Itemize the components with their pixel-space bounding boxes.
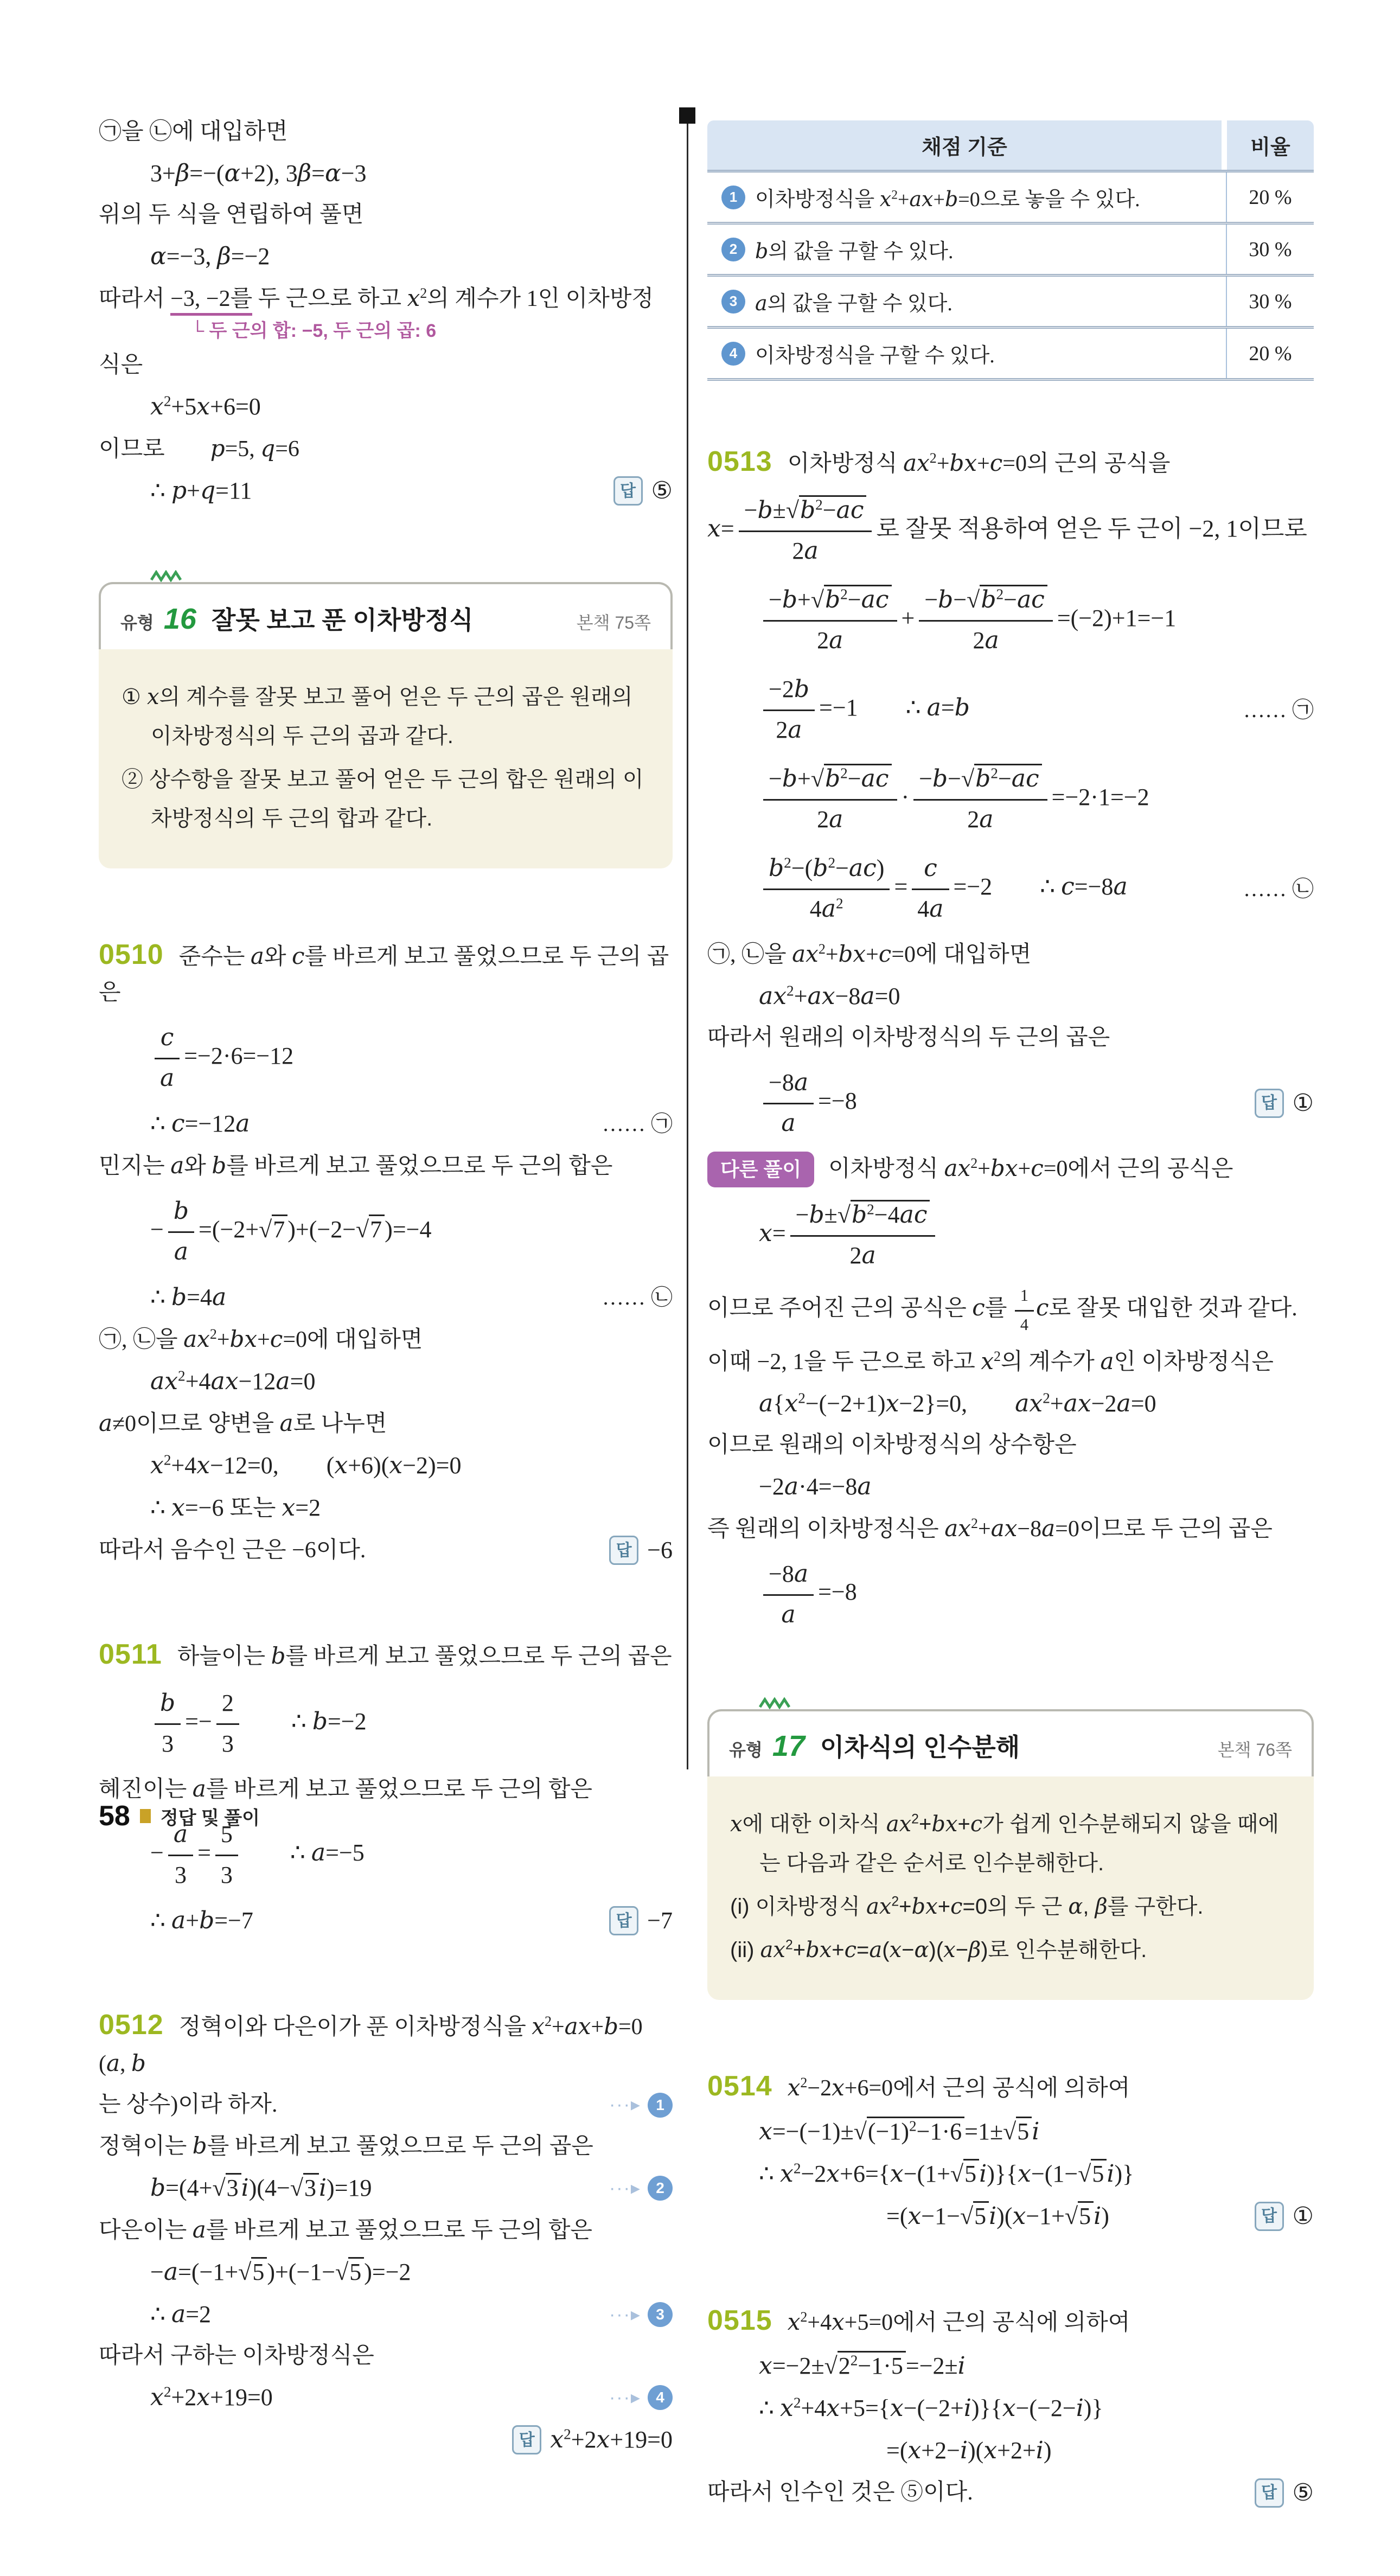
line-text: 정혁이는 b를 바르게 보고 풀었으므로 두 근의 곱은 [99,2132,593,2159]
line-text: ∴ b=4a [150,1283,227,1312]
line-content [150,1903,593,1939]
line-content [886,2433,1314,2469]
answer-badge: 답 [1255,1089,1284,1118]
line-content [707,1511,1314,1546]
line-content [99,198,673,232]
text-line [99,2213,673,2248]
line-text: $\frac{b^2-(b^2-ac)}{4a^2}$ = $\frac{c}{4a}$ =−2 ∴ c=−8a [759,873,1128,900]
math-line [707,489,1314,572]
line-content [759,668,1227,751]
line-content [759,979,1314,1014]
criteria-text: a의 값을 구할 수 있다. [755,291,952,315]
table-row [707,277,1314,329]
type-box-title: 잘못 보고 푼 이차방정식 [211,606,474,635]
math-line [99,1364,673,1399]
line-content [707,1344,1314,1379]
math-line [707,758,1314,841]
type-box-item: ① x의 계수를 잘못 보고 풀어 얻은 두 근의 곱은 원래의 이차방정식의 두 근의 곱과 같다. [122,685,633,749]
text-line [99,348,673,382]
line-text: ∴ c=−12a [150,1110,250,1138]
line-text: 따라서 −3, −2를 두 근으로 하고 $x^2$의 계수가 1인 이차방정 [99,286,654,311]
criteria-text: b의 값을 구할 수 있다. [755,239,954,263]
ratio-cell: 30 % [1226,225,1314,274]
line-content [759,847,1227,930]
line-content [707,1021,1314,1055]
step-marker [609,2175,673,2202]
math-line [707,1553,1314,1636]
line-text: 하늘이는 b를 바르게 보고 풀었으므로 두 근의 곱은 [177,1642,672,1670]
column-divider [687,123,688,1769]
solution-block [99,934,673,1568]
text-line [99,2339,673,2373]
line-text: 이므로 원래의 이차방정식의 상수항은 [707,1432,1077,1458]
type-box-title: 이차식의 인수분해 [820,1733,1020,1761]
line-text: 혜진이는 a를 바르게 보고 풀었으므로 두 근의 합은 [99,1775,592,1802]
line-content [150,1017,673,1100]
line-content [99,1406,673,1441]
grading-table [707,120,1314,381]
text-line [99,934,673,1010]
line-text: $\frac{-8a}{a}$ =−8 [759,1578,857,1605]
ratio-cell: 30 % [1226,277,1314,326]
line-text: $x^2+5x+6=0$ [150,393,261,421]
line-text: $\frac{-2b}{2a}$ =−1 ∴ a=b [759,694,970,721]
line-content [99,2004,673,2081]
margin-annotation: └ 두 근의 합: −5, 두 근의 곱: 6 [191,321,437,341]
line-text: 이때 −2, 1을 두 근으로 하고 $x^2$의 계수가 a인 이차방정식은 [707,1347,1274,1375]
math-line [99,2254,673,2290]
line-text: 준수는 a와 c를 바르게 보고 풀었으므로 두 근의 곱은 [99,943,669,1006]
answer-value: ① [1292,1089,1314,1116]
math-line [99,239,673,274]
line-content [150,2170,593,2206]
step-arrow-icon: ···▸ [609,2094,641,2115]
grading-criteria-header: 채점 기준 [922,136,1007,159]
line-content [150,2380,593,2415]
type-box-item: ② 상수항을 잘못 보고 풀어 얻은 두 근의 합은 원래의 이차방정식의 두 근의 합과 같다. [122,768,644,831]
type-box [707,1709,1314,2000]
math-line [99,156,673,191]
answer [1255,1085,1314,1121]
line-content [707,2065,1314,2107]
line-content [99,2128,673,2164]
line-content [150,1448,673,1484]
reference-mark: …… ㉠ [1243,697,1314,722]
ratio-cell: 20 % [1226,172,1314,222]
line-content [707,937,1314,972]
text-line [99,1633,673,1676]
zigzag-icon [150,570,188,582]
left-column [99,108,673,2523]
line-content [99,1148,673,1184]
line-content [707,489,1314,572]
type-box-header [99,582,673,649]
type-box-body [99,649,673,868]
answer [609,1903,673,1939]
line-content [759,2348,1314,2384]
line-text: α=−3, β=−2 [150,242,270,270]
math-line [707,668,1314,751]
solution-block [99,2004,673,2458]
math-line [707,1469,1314,1505]
answer-value: $x^2+2x+19=0$ [550,2426,673,2454]
reference-mark: …… ㉡ [1243,876,1314,901]
text-line [707,937,1314,972]
alt-solution-badge: 다른 풀이 [707,1152,814,1187]
line-text: a≠0이므로 양변을 a로 나누면 [99,1410,387,1437]
type-box-item: x에 대한 이차식 $ax^2+bx+c$가 쉽게 인수분해되지 않을 때에는 다음과 같은 순서로 인수분해한다. [730,1811,1280,1875]
grading-ratio-header: 비율 [1222,120,1314,170]
criteria-text: 이차방정식을 $x^2+ax+b=0$으로 놓을 수 있다. [755,187,1140,211]
type-box-item: (i) 이차방정식 $ax^2+bx+c=0$의 두 근 α, β를 구한다. [730,1894,1204,1919]
criteria-cell [707,329,1226,378]
text-line [707,2475,1314,2511]
line-text: b=(4+√3 i)(4−√3 i)=19 [150,2174,372,2202]
line-content [150,239,673,274]
answer-value: −6 [647,1537,673,1564]
reference-mark: …… ㉠ [602,1111,673,1136]
table-row [707,329,1314,381]
problem-number: 0510 [99,939,164,971]
line-content [99,348,673,382]
line-content [707,1428,1314,1462]
line-text: $x^2-2x+6=0$에서 근의 공식에 의하여 [787,2074,1130,2101]
line-content [150,2254,673,2290]
criteria-cell [707,225,1226,274]
line-content [99,431,673,466]
line-text: x= $\frac{-b\pm√b^2-4ac}{2a}$ [759,1220,939,1247]
line-content [707,1283,1314,1338]
text-line [707,440,1314,483]
line-content [150,2297,593,2332]
type-box-number: 17 [772,1729,805,1762]
line-content [99,2213,673,2248]
step-number-icon: 4 [721,342,745,366]
right-column [707,120,1314,2576]
line-text: $x=-2\pm√2^2-1\cdot 5 =-2\pm i$ [759,2351,966,2380]
answer-badge: 답 [609,1536,638,1565]
text-line [99,115,673,149]
line-content [759,758,1314,841]
text-line [707,1344,1314,1379]
line-text: ㉠, ㉡을 $ax^2+bx+c=0$에 대입하면 [99,1326,423,1353]
math-line [99,1448,673,1484]
line-text: −a=(−1+√5 )+(−1−√5 )=−2 [150,2258,411,2286]
line-text: ∴ a=2 [150,2300,212,2329]
line-text: $x^2+2x+19=0$ [150,2383,273,2412]
line-text: x= $\frac{-b\pm√b^2-ac}{2a}$ 로 잘못 적용하여 얻은 두 근이 −2, 1이므로 [707,515,1307,542]
problem-number: 0512 [99,2009,164,2041]
line-text: $\frac{c}{a}$ =−2·6=−12 [150,1043,293,1069]
text-line [707,1511,1314,1546]
type-box-page-ref: 본책 75쪽 [576,613,651,633]
text-line [707,2299,1314,2342]
page-footer [99,1800,260,1832]
step-marker [609,2301,673,2329]
math-line [99,1017,673,1100]
line-text: 다은이는 a를 바르게 보고 풀었으므로 두 근의 합은 [99,2216,592,2243]
line-text: $x^2+4x+5=0$에서 근의 공식에 의하여 [787,2308,1130,2335]
math-line [99,1106,673,1142]
line-content [99,1633,673,1676]
line-text: 따라서 음수인 근은 −6이다. [99,1537,366,1563]
line-content [886,2198,1238,2234]
type-box-item: (ii) $ax^2+bx+c=a(x-\alpha)(x-\beta)$로 인수분해한다. [730,1937,1147,1963]
line-content [759,2390,1314,2426]
problem-number: 0511 [99,1639,162,1671]
answer [609,1532,673,1568]
step-arrow-icon: ···▸ [609,2177,641,2198]
answer-value: ① [1292,2202,1314,2229]
line-text: $\frac{b}{3}$ =− $\frac{2}{3}$ ∴ b=−2 [150,1708,367,1735]
answer-badge: 답 [512,2425,541,2454]
type-box-number: 16 [163,603,196,636]
answer-value: ⑤ [1292,2479,1314,2506]
text-line [99,431,673,466]
line-text: 이므로 주어진 근의 공식은 c를 $\frac{1}{4}$ c로 잘못 대입한 것과 같다. [707,1296,1297,1321]
line-text: 이차방정식 $ax^2+bx+c=0$의 근의 공식을 [787,450,1171,476]
line-content [759,1469,1314,1505]
line-text: 3+β=−(α+2), 3β=α−3 [150,159,367,187]
line-content [99,115,673,149]
line-content [150,473,597,509]
step-arrow-icon: ···▸ [609,2387,641,2408]
answer-badge: 답 [1255,2478,1284,2508]
line-content [759,1553,1314,1636]
answer-value: −7 [647,1907,673,1934]
step-number-icon: 4 [648,2385,673,2410]
line-content [99,934,673,1010]
answer-badge: 답 [609,1906,638,1935]
line-content [150,1682,673,1765]
line-text: 는 상수)이라 하자. [99,2092,278,2118]
problem-number: 0515 [707,2304,772,2336]
line-content [150,156,673,191]
line-text: $x^2+4x-12=0$, (x+6)(x−2)=0 [150,1452,462,1480]
line-content [759,2156,1314,2192]
math-line [99,2422,673,2458]
criteria-cell [707,172,1226,222]
math-line [707,847,1314,930]
line-content [99,2339,673,2373]
line-text: 따라서 구하는 이차방정식은 [99,2343,374,2369]
table-row [707,225,1314,277]
answer-badge: 답 [613,476,643,506]
line-text: ∴ p+q=11 [150,477,252,505]
step-marker [609,2091,673,2119]
step-number-icon: 2 [648,2176,673,2201]
line-content [150,1490,673,1526]
line-text: 정혁이와 다은이가 푼 이차방정식을 $x^2+ax+b=0$ (a, b [99,2013,643,2077]
math-line [99,2170,673,2206]
line-text: −2a·4=−8a [759,1472,872,1500]
line-text: ∴ $x^2+4x+5=\{x-(-2+i)\}\{x-(-2-i)\}$ [759,2394,1103,2422]
text-line [99,198,673,232]
math-line [707,2433,1314,2469]
line-content [707,2299,1314,2342]
line-content [707,1151,1314,1187]
text-line [707,2065,1314,2107]
math-line [99,473,673,509]
text-line [99,281,673,316]
line-text: ㉠, ㉡을 $ax^2+bx+c=0$에 대입하면 [707,941,1032,967]
text-line [99,2128,673,2164]
type-box-page-ref: 본책 76쪽 [1217,1740,1292,1760]
ratio-cell: 20 % [1226,329,1314,378]
answer [1255,2475,1314,2511]
line-text: 따라서 원래의 이차방정식의 두 근의 곱은 [707,1025,1110,1050]
line-text: $\frac{-b+√b^2-ac}{2a}$ + $\frac{-b-√b^2-ac}{2a}$ =(−2)+1=−1 [759,605,1176,631]
line-text: $a\{x^2-(-2+1)x-2\}=0$, $ax^2+ax-2a=0$ [759,1389,1156,1417]
line-text: $ax^2+4ax-12a=0$ [150,1367,316,1396]
zigzag-icon [759,1697,797,1709]
math-line [707,2390,1314,2426]
text-line [99,2088,673,2122]
line-content [150,1280,586,1315]
footer-square-icon [140,1809,151,1823]
math-line [707,979,1314,1014]
line-text: =(x+2−i)(x+2+i) [886,2436,1052,2464]
line-content [99,281,673,316]
line-text: 따라서 인수인 것은 ⑤이다. [707,2480,973,2505]
step-arrow-icon: ···▸ [609,2304,641,2325]
step-marker [609,2384,673,2412]
line-content [759,1386,1314,1422]
text-line [707,1428,1314,1462]
math-line [99,1280,673,1315]
solution-block [99,1633,673,1939]
line-content [99,1322,673,1357]
answer [1255,2198,1314,2234]
grading-table-header [707,120,1314,172]
line-text: 이므로 p=5, q=6 [99,435,299,462]
criteria-text: 이차방정식을 구할 수 있다. [755,344,995,367]
line-content [707,440,1314,483]
line-content [99,1533,593,1568]
line-content [759,1194,1314,1277]
type-box [99,582,673,868]
line-content [150,389,673,425]
line-content [759,1062,1238,1145]
line-content [707,2476,1238,2510]
math-line [707,579,1314,662]
line-content [150,1106,586,1142]
text-line [99,1148,673,1184]
line-text: 위의 두 식을 연립하여 풀면 [99,202,364,227]
step-number-icon: 3 [721,290,745,314]
text-line [707,1151,1314,1187]
line-text: − $\frac{a}{3}$ = $\frac{5}{3}$ ∴ a=−5 [150,1839,365,1866]
line-text: ㉠을 ㉡에 대입하면 [99,119,288,144]
solution-block [707,440,1314,1636]
line-text: 이차방정식 $ax^2+bx+c=0$에서 근의 공식은 [828,1155,1233,1181]
text-line [707,1021,1314,1055]
math-line [707,2114,1314,2150]
page-number: 58 [99,1800,130,1832]
math-line [707,2198,1314,2234]
step-number-icon: 1 [648,2093,673,2118]
answer [512,2422,673,2458]
line-text: ∴ a+b=−7 [150,1907,253,1935]
type-box-header [707,1709,1314,1776]
text-line [99,1406,673,1441]
problem-number: 0513 [707,446,772,477]
line-text: 민지는 a와 b를 바르게 보고 풀었으므로 두 근의 합은 [99,1152,613,1179]
step-number-icon: 3 [648,2302,673,2327]
line-text: ∴ $x^2-2x+6=\{x-(1+√5$ i)}{x−(1−√5 i)} [759,2159,1134,2188]
line-content [759,579,1314,662]
math-line [707,2156,1314,2192]
problem-number: 0514 [707,2070,772,2102]
math-line [99,2380,673,2415]
line-text: $\frac{-8a}{a}$ =−8 [759,1088,857,1114]
type-box-body [707,1776,1314,2000]
text-line [99,1322,673,1357]
line-content [150,1364,673,1399]
text-line [707,1283,1314,1338]
math-line [99,1903,673,1939]
line-content [99,2088,593,2122]
math-line [707,1194,1314,1277]
footer-title: 정답 및 풀이 [160,1807,260,1829]
math-line [99,1682,673,1765]
line-text: =(x−1−√5 i)(x−1+√5 i) [886,2202,1109,2230]
math-line [707,1386,1314,1422]
line-content [150,1190,673,1273]
solution-block [707,2065,1314,2234]
line-content [759,2114,1314,2150]
answer [613,473,673,509]
math-line [707,1062,1314,1145]
step-number-icon: 1 [721,186,745,209]
math-line [99,2297,673,2332]
step-number-icon: 2 [721,238,745,261]
line-text: $\frac{-b+√b^2-ac}{2a}$ · $\frac{-b-√b^2-ac}{2a}$ =−2·1=−2 [759,784,1149,810]
criteria-cell [707,277,1226,326]
line-text: − $\frac{b}{a}$ =(−2+√7 )+(−2−√7 )=−4 [150,1216,431,1243]
reference-mark: …… ㉡ [602,1285,673,1310]
line-text: $x=-(-1)\pm√(-1)^2-1\cdot 6 =1\pm√5$ i [759,2117,1040,2145]
table-row [707,172,1314,225]
type-box-tag: 유형 [120,613,154,633]
line-text: 즉 원래의 이차방정식은 $ax^2+ax-8a=0$이므로 두 근의 곱은 [707,1514,1273,1542]
line-text: ∴ x=−6 또는 x=2 [150,1494,321,1522]
answer-value: ⑤ [651,477,673,504]
solution-block [707,2299,1314,2511]
text-line [99,1532,673,1568]
type-box-tag: 유형 [729,1740,763,1760]
solution-block [99,115,673,509]
math-line [707,2348,1314,2384]
text-line [99,2004,673,2081]
math-line [99,1490,673,1526]
line-text: 식은 [99,353,143,378]
answer-badge: 답 [1255,2202,1284,2231]
line-text: $ax^2+ax-8a=0$ [759,982,900,1010]
math-line [99,1190,673,1273]
column-divider-cap-icon [679,107,695,124]
math-line [99,389,673,425]
